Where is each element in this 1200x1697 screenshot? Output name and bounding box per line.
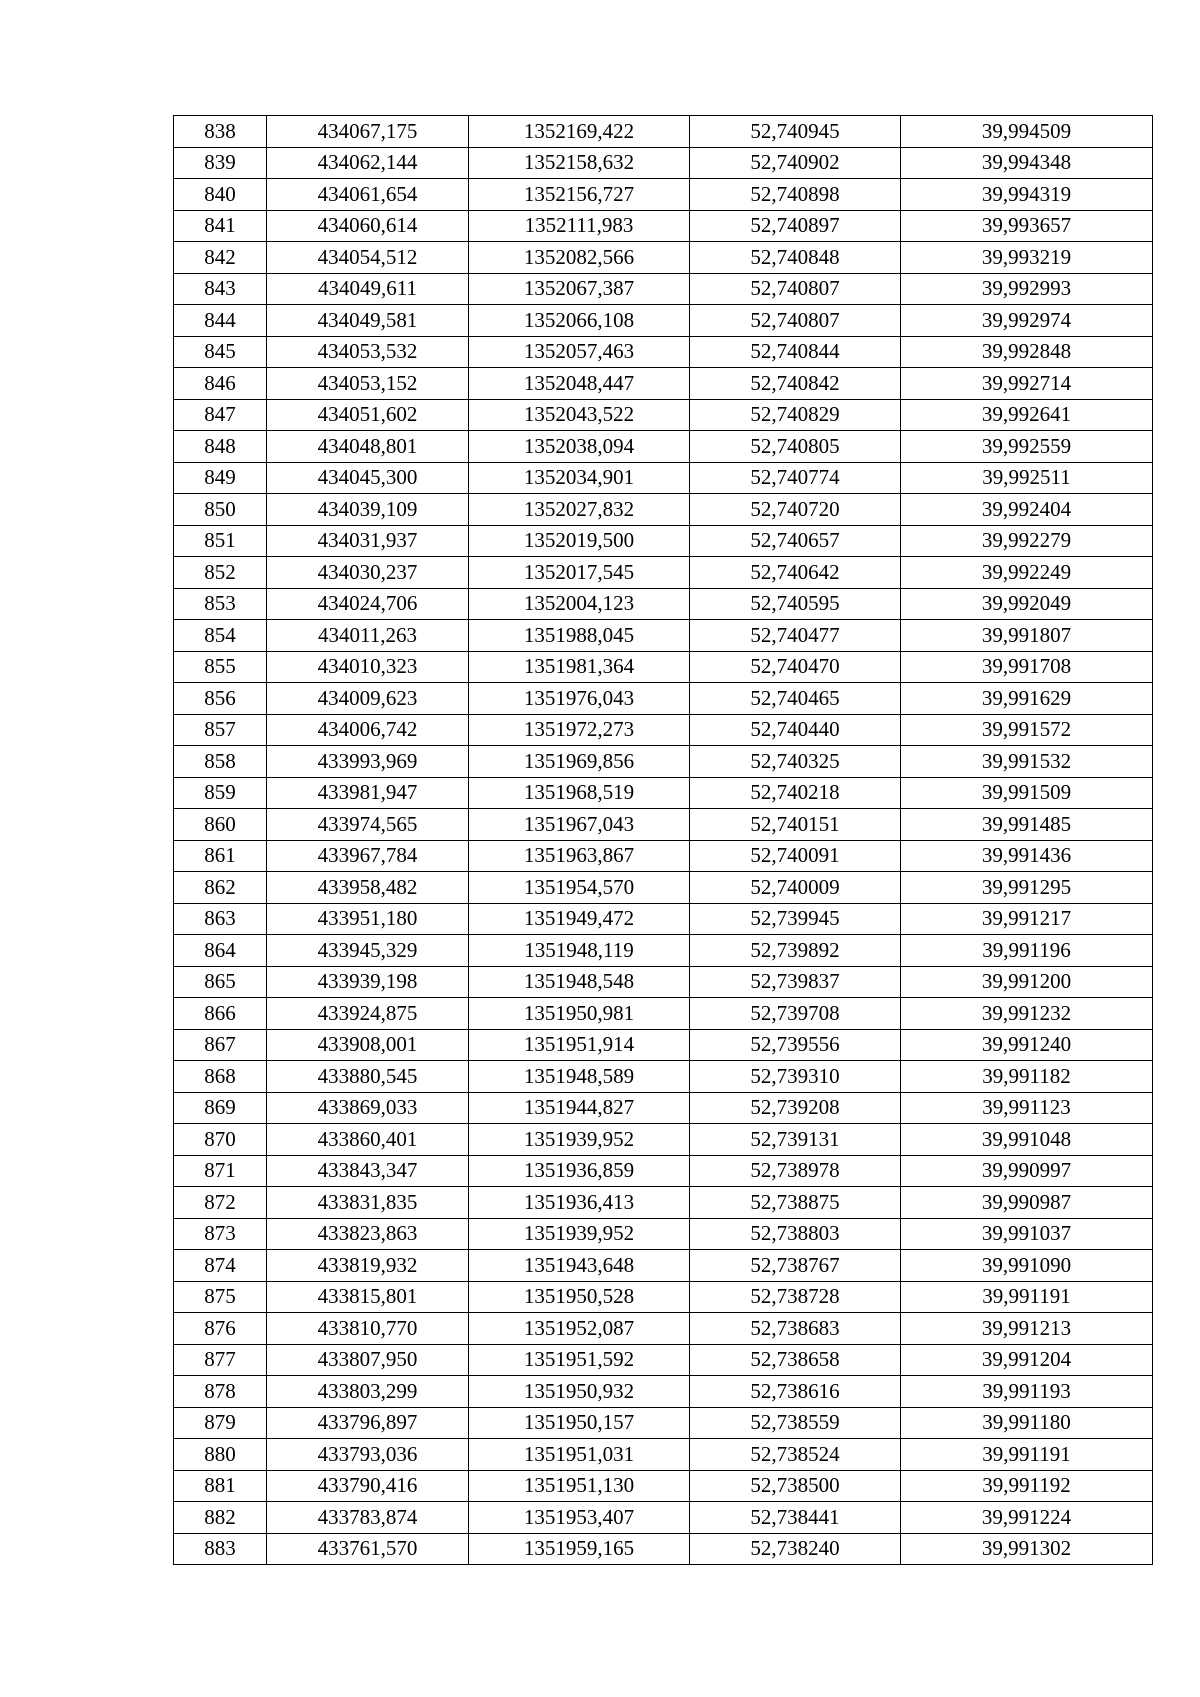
table-row [174,1218,1153,1250]
point-number-cell: 853 [174,588,267,620]
x-coordinate-cell: 433981,947 [267,777,469,809]
longitude-cell: 39,991191 [901,1439,1153,1471]
longitude-cell: 39,992249 [901,557,1153,589]
longitude-cell: 39,991217 [901,903,1153,935]
longitude-cell: 39,991196 [901,935,1153,967]
table-row [174,210,1153,242]
point-number-cell: 859 [174,777,267,809]
x-coordinate-cell: 433880,545 [267,1061,469,1093]
latitude-cell: 52,740465 [690,683,901,715]
x-coordinate-cell: 434039,109 [267,494,469,526]
y-coordinate-cell: 1351951,130 [469,1470,690,1502]
table-row [174,746,1153,778]
latitude-cell: 52,740657 [690,525,901,557]
table-row [174,399,1153,431]
y-coordinate-cell: 1351959,165 [469,1533,690,1565]
point-number-cell: 874 [174,1250,267,1282]
latitude-cell: 52,738616 [690,1376,901,1408]
latitude-cell: 52,740844 [690,336,901,368]
point-number-cell: 847 [174,399,267,431]
latitude-cell: 52,740902 [690,147,901,179]
y-coordinate-cell: 1352156,727 [469,179,690,211]
table-row [174,305,1153,337]
point-number-cell: 841 [174,210,267,242]
point-number-cell: 873 [174,1218,267,1250]
table-row [174,683,1153,715]
x-coordinate-cell: 433924,875 [267,998,469,1030]
latitude-cell: 52,739892 [690,935,901,967]
point-number-cell: 883 [174,1533,267,1565]
longitude-cell: 39,990997 [901,1155,1153,1187]
point-number-cell: 846 [174,368,267,400]
x-coordinate-cell: 433807,950 [267,1344,469,1376]
point-number-cell: 844 [174,305,267,337]
table-row [174,1124,1153,1156]
table-row [174,273,1153,305]
latitude-cell: 52,740898 [690,179,901,211]
point-number-cell: 881 [174,1470,267,1502]
latitude-cell: 52,738441 [690,1502,901,1534]
longitude-cell: 39,991037 [901,1218,1153,1250]
y-coordinate-cell: 1351968,519 [469,777,690,809]
x-coordinate-cell: 433869,033 [267,1092,469,1124]
table-row [174,462,1153,494]
y-coordinate-cell: 1351952,087 [469,1313,690,1345]
latitude-cell: 52,739945 [690,903,901,935]
longitude-cell: 39,991224 [901,1502,1153,1534]
y-coordinate-cell: 1351950,157 [469,1407,690,1439]
point-number-cell: 861 [174,840,267,872]
y-coordinate-cell: 1352067,387 [469,273,690,305]
table-row [174,1250,1153,1282]
point-number-cell: 854 [174,620,267,652]
y-coordinate-cell: 1352017,545 [469,557,690,589]
latitude-cell: 52,740440 [690,714,901,746]
x-coordinate-cell: 433783,874 [267,1502,469,1534]
point-number-cell: 870 [174,1124,267,1156]
latitude-cell: 52,739708 [690,998,901,1030]
point-number-cell: 852 [174,557,267,589]
point-number-cell: 867 [174,1029,267,1061]
table-row [174,242,1153,274]
point-number-cell: 849 [174,462,267,494]
longitude-cell: 39,992049 [901,588,1153,620]
latitude-cell: 52,740477 [690,620,901,652]
x-coordinate-cell: 433815,801 [267,1281,469,1313]
point-number-cell: 857 [174,714,267,746]
y-coordinate-cell: 1351969,856 [469,746,690,778]
table-row [174,179,1153,211]
x-coordinate-cell: 433958,482 [267,872,469,904]
table-row [174,588,1153,620]
point-number-cell: 843 [174,273,267,305]
point-number-cell: 879 [174,1407,267,1439]
x-coordinate-cell: 434054,512 [267,242,469,274]
y-coordinate-cell: 1351948,119 [469,935,690,967]
table-row [174,1187,1153,1219]
x-coordinate-cell: 433993,969 [267,746,469,778]
latitude-cell: 52,738524 [690,1439,901,1471]
table-row [174,809,1153,841]
y-coordinate-cell: 1351950,528 [469,1281,690,1313]
point-number-cell: 850 [174,494,267,526]
x-coordinate-cell: 434048,801 [267,431,469,463]
longitude-cell: 39,991182 [901,1061,1153,1093]
y-coordinate-cell: 1351948,589 [469,1061,690,1093]
x-coordinate-cell: 434045,300 [267,462,469,494]
latitude-cell: 52,738559 [690,1407,901,1439]
y-coordinate-cell: 1351953,407 [469,1502,690,1534]
point-number-cell: 880 [174,1439,267,1471]
point-number-cell: 862 [174,872,267,904]
longitude-cell: 39,991485 [901,809,1153,841]
point-number-cell: 875 [174,1281,267,1313]
latitude-cell: 52,738978 [690,1155,901,1187]
x-coordinate-cell: 433803,299 [267,1376,469,1408]
x-coordinate-cell: 434053,532 [267,336,469,368]
table-row [174,1407,1153,1439]
point-number-cell: 845 [174,336,267,368]
latitude-cell: 52,739131 [690,1124,901,1156]
longitude-cell: 39,991213 [901,1313,1153,1345]
latitude-cell: 52,740325 [690,746,901,778]
table-row [174,336,1153,368]
latitude-cell: 52,740218 [690,777,901,809]
y-coordinate-cell: 1351936,859 [469,1155,690,1187]
longitude-cell: 39,991436 [901,840,1153,872]
point-number-cell: 848 [174,431,267,463]
point-number-cell: 856 [174,683,267,715]
coordinates-table-body [174,116,1153,1565]
point-number-cell: 851 [174,525,267,557]
point-number-cell: 838 [174,116,267,148]
latitude-cell: 52,740642 [690,557,901,589]
longitude-cell: 39,994348 [901,147,1153,179]
latitude-cell: 52,740842 [690,368,901,400]
table-row [174,147,1153,179]
y-coordinate-cell: 1351967,043 [469,809,690,841]
point-number-cell: 871 [174,1155,267,1187]
y-coordinate-cell: 1351950,932 [469,1376,690,1408]
latitude-cell: 52,740470 [690,651,901,683]
y-coordinate-cell: 1352169,422 [469,116,690,148]
table-row [174,714,1153,746]
y-coordinate-cell: 1351951,914 [469,1029,690,1061]
table-row [174,1281,1153,1313]
latitude-cell: 52,740774 [690,462,901,494]
longitude-cell: 39,991572 [901,714,1153,746]
latitude-cell: 52,738728 [690,1281,901,1313]
longitude-cell: 39,991192 [901,1470,1153,1502]
y-coordinate-cell: 1352066,108 [469,305,690,337]
x-coordinate-cell: 434060,614 [267,210,469,242]
y-coordinate-cell: 1351950,981 [469,998,690,1030]
x-coordinate-cell: 433823,863 [267,1218,469,1250]
x-coordinate-cell: 433860,401 [267,1124,469,1156]
longitude-cell: 39,992641 [901,399,1153,431]
latitude-cell: 52,740720 [690,494,901,526]
longitude-cell: 39,992848 [901,336,1153,368]
y-coordinate-cell: 1352038,094 [469,431,690,463]
x-coordinate-cell: 434051,602 [267,399,469,431]
x-coordinate-cell: 433761,570 [267,1533,469,1565]
longitude-cell: 39,991048 [901,1124,1153,1156]
latitude-cell: 52,738683 [690,1313,901,1345]
point-number-cell: 868 [174,1061,267,1093]
y-coordinate-cell: 1351949,472 [469,903,690,935]
y-coordinate-cell: 1351972,273 [469,714,690,746]
point-number-cell: 878 [174,1376,267,1408]
latitude-cell: 52,740807 [690,305,901,337]
table-row [174,1344,1153,1376]
longitude-cell: 39,992404 [901,494,1153,526]
latitude-cell: 52,740897 [690,210,901,242]
longitude-cell: 39,992974 [901,305,1153,337]
x-coordinate-cell: 433810,770 [267,1313,469,1345]
x-coordinate-cell: 434049,581 [267,305,469,337]
longitude-cell: 39,993219 [901,242,1153,274]
y-coordinate-cell: 1351939,952 [469,1218,690,1250]
point-number-cell: 863 [174,903,267,935]
point-number-cell: 840 [174,179,267,211]
longitude-cell: 39,991708 [901,651,1153,683]
table-row [174,998,1153,1030]
longitude-cell: 39,991123 [901,1092,1153,1124]
x-coordinate-cell: 433843,347 [267,1155,469,1187]
longitude-cell: 39,991532 [901,746,1153,778]
y-coordinate-cell: 1352034,901 [469,462,690,494]
y-coordinate-cell: 1351981,364 [469,651,690,683]
x-coordinate-cell: 434031,937 [267,525,469,557]
y-coordinate-cell: 1352048,447 [469,368,690,400]
latitude-cell: 52,740595 [690,588,901,620]
x-coordinate-cell: 434006,742 [267,714,469,746]
y-coordinate-cell: 1351951,592 [469,1344,690,1376]
x-coordinate-cell: 433974,565 [267,809,469,841]
table-row [174,651,1153,683]
point-number-cell: 860 [174,809,267,841]
point-number-cell: 865 [174,966,267,998]
y-coordinate-cell: 1352158,632 [469,147,690,179]
y-coordinate-cell: 1351944,827 [469,1092,690,1124]
longitude-cell: 39,991232 [901,998,1153,1030]
y-coordinate-cell: 1352004,123 [469,588,690,620]
table-row [174,1502,1153,1534]
longitude-cell: 39,991191 [901,1281,1153,1313]
point-number-cell: 876 [174,1313,267,1345]
table-row [174,494,1153,526]
y-coordinate-cell: 1351963,867 [469,840,690,872]
x-coordinate-cell: 434049,611 [267,273,469,305]
x-coordinate-cell: 434067,175 [267,116,469,148]
longitude-cell: 39,992559 [901,431,1153,463]
x-coordinate-cell: 434024,706 [267,588,469,620]
point-number-cell: 866 [174,998,267,1030]
latitude-cell: 52,740848 [690,242,901,274]
x-coordinate-cell: 433951,180 [267,903,469,935]
table-row [174,840,1153,872]
longitude-cell: 39,994319 [901,179,1153,211]
longitude-cell: 39,991302 [901,1533,1153,1565]
longitude-cell: 39,991090 [901,1250,1153,1282]
latitude-cell: 52,738803 [690,1218,901,1250]
x-coordinate-cell: 433790,416 [267,1470,469,1502]
x-coordinate-cell: 433831,835 [267,1187,469,1219]
longitude-cell: 39,992279 [901,525,1153,557]
table-row [174,1470,1153,1502]
latitude-cell: 52,738240 [690,1533,901,1565]
table-row [174,1061,1153,1093]
table-row [174,368,1153,400]
table-row [174,1439,1153,1471]
x-coordinate-cell: 434011,263 [267,620,469,652]
table-row [174,1092,1153,1124]
table-row [174,935,1153,967]
x-coordinate-cell: 434030,237 [267,557,469,589]
table-row [174,431,1153,463]
y-coordinate-cell: 1351948,548 [469,966,690,998]
table-row [174,777,1153,809]
point-number-cell: 864 [174,935,267,967]
longitude-cell: 39,991509 [901,777,1153,809]
latitude-cell: 52,738500 [690,1470,901,1502]
point-number-cell: 858 [174,746,267,778]
table-row [174,1155,1153,1187]
x-coordinate-cell: 433796,897 [267,1407,469,1439]
x-coordinate-cell: 434061,654 [267,179,469,211]
table-row [174,620,1153,652]
x-coordinate-cell: 434009,623 [267,683,469,715]
point-number-cell: 842 [174,242,267,274]
longitude-cell: 39,992511 [901,462,1153,494]
y-coordinate-cell: 1351936,413 [469,1187,690,1219]
x-coordinate-cell: 433819,932 [267,1250,469,1282]
y-coordinate-cell: 1352057,463 [469,336,690,368]
y-coordinate-cell: 1351939,952 [469,1124,690,1156]
table-row [174,1376,1153,1408]
longitude-cell: 39,994509 [901,116,1153,148]
latitude-cell: 52,740805 [690,431,901,463]
latitude-cell: 52,739310 [690,1061,901,1093]
point-number-cell: 877 [174,1344,267,1376]
y-coordinate-cell: 1351951,031 [469,1439,690,1471]
latitude-cell: 52,740807 [690,273,901,305]
table-row [174,116,1153,148]
latitude-cell: 52,738658 [690,1344,901,1376]
x-coordinate-cell: 433908,001 [267,1029,469,1061]
y-coordinate-cell: 1351976,043 [469,683,690,715]
point-number-cell: 855 [174,651,267,683]
point-number-cell: 869 [174,1092,267,1124]
latitude-cell: 52,738875 [690,1187,901,1219]
longitude-cell: 39,990987 [901,1187,1153,1219]
latitude-cell: 52,740091 [690,840,901,872]
latitude-cell: 52,740945 [690,116,901,148]
x-coordinate-cell: 433793,036 [267,1439,469,1471]
table-row [174,1313,1153,1345]
y-coordinate-cell: 1352027,832 [469,494,690,526]
x-coordinate-cell: 434062,144 [267,147,469,179]
latitude-cell: 52,740829 [690,399,901,431]
longitude-cell: 39,991240 [901,1029,1153,1061]
latitude-cell: 52,739208 [690,1092,901,1124]
x-coordinate-cell: 434010,323 [267,651,469,683]
y-coordinate-cell: 1351954,570 [469,872,690,904]
y-coordinate-cell: 1352019,500 [469,525,690,557]
latitude-cell: 52,738767 [690,1250,901,1282]
longitude-cell: 39,993657 [901,210,1153,242]
longitude-cell: 39,991200 [901,966,1153,998]
y-coordinate-cell: 1351988,045 [469,620,690,652]
x-coordinate-cell: 434053,152 [267,368,469,400]
longitude-cell: 39,992993 [901,273,1153,305]
x-coordinate-cell: 433939,198 [267,966,469,998]
y-coordinate-cell: 1351943,648 [469,1250,690,1282]
table-row [174,525,1153,557]
latitude-cell: 52,739556 [690,1029,901,1061]
longitude-cell: 39,991629 [901,683,1153,715]
longitude-cell: 39,991295 [901,872,1153,904]
x-coordinate-cell: 433967,784 [267,840,469,872]
y-coordinate-cell: 1352082,566 [469,242,690,274]
table-row [174,966,1153,998]
x-coordinate-cell: 433945,329 [267,935,469,967]
table-row [174,557,1153,589]
longitude-cell: 39,992714 [901,368,1153,400]
longitude-cell: 39,991807 [901,620,1153,652]
longitude-cell: 39,991180 [901,1407,1153,1439]
y-coordinate-cell: 1352111,983 [469,210,690,242]
y-coordinate-cell: 1352043,522 [469,399,690,431]
latitude-cell: 52,739837 [690,966,901,998]
point-number-cell: 839 [174,147,267,179]
latitude-cell: 52,740009 [690,872,901,904]
coordinates-table [173,115,1153,1565]
longitude-cell: 39,991204 [901,1344,1153,1376]
table-row [174,872,1153,904]
table-row [174,1533,1153,1565]
longitude-cell: 39,991193 [901,1376,1153,1408]
table-row [174,903,1153,935]
table-row [174,1029,1153,1061]
point-number-cell: 882 [174,1502,267,1534]
point-number-cell: 872 [174,1187,267,1219]
latitude-cell: 52,740151 [690,809,901,841]
